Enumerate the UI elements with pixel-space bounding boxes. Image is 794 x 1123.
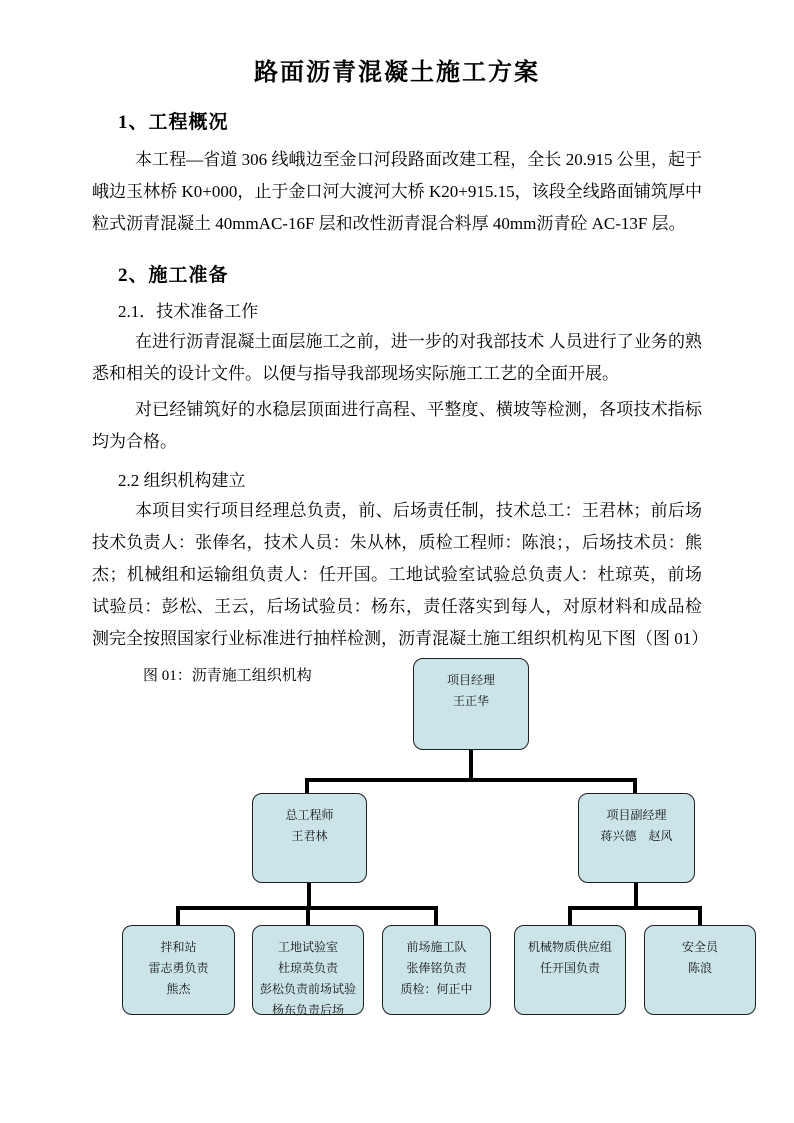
connector-line [568, 906, 702, 910]
org-node-person: 王正华 [452, 694, 489, 708]
figure-caption: 图 01：沥青施工组织机构 [143, 668, 312, 684]
connector-line [305, 778, 637, 782]
org-node-machinery-supply-group [514, 925, 626, 1015]
section-2-2-paragraph: 本项目实行项目经理总负责，前、后场责任制，技术总工：王君林；前后场技术负责人：张俸名，技术人员：朱从林，质检工程师：陈浪；，后场技术员：熊杰；机械组和运输组负责人：任开国。工地试验室试验总负责人：杜琼英，前场试验员：彭松、王云，后场试验员：杨东，责任落实到每人，对原材料和成品检测完全按照国家行业标准进行抽样检测，沥青混凝土施工组织机构见下图（图 01） [92, 501, 709, 648]
org-node-person: 杨东负责后场 [271, 1003, 344, 1017]
org-node-person: 杜琼英负责 [277, 961, 338, 975]
org-node-title: 总工程师 [285, 808, 334, 822]
connector-line [633, 778, 637, 795]
org-node-title: 前场施工队 [406, 940, 467, 954]
connector-line [307, 883, 311, 908]
org-node-person: 任开国负责 [539, 961, 600, 975]
org-node-person: 陈浪 [687, 961, 712, 975]
section-1-heading: 1、工程概况 [118, 112, 229, 133]
connector-line [634, 883, 638, 908]
org-node-person: 熊杰 [166, 982, 191, 996]
org-node-person: 质检：何正中 [400, 982, 473, 996]
org-node-title: 工地试验室 [277, 940, 338, 954]
org-node-project-manager [413, 658, 529, 750]
section-2-1-heading: 2.1．技术准备工作 [118, 302, 259, 321]
org-node-chief-engineer [252, 793, 367, 883]
connector-line [698, 906, 702, 927]
org-node-site-lab [252, 925, 364, 1015]
section-2-heading: 2、施工准备 [118, 265, 229, 286]
connector-line [305, 778, 309, 795]
section-2-1-paragraph-2: 对已经铺筑好的水稳层顶面进行高程、平整度、横坡等检测，各项技术指标均为合格。 [92, 400, 702, 451]
connector-line [176, 906, 180, 927]
org-node-person: 雷志勇负责 [148, 961, 209, 975]
org-node-deputy-project-manager [578, 793, 695, 883]
org-node-title: 安全员 [681, 940, 718, 954]
section-1-paragraph: 本工程—省道 306 线峨边至金口河段路面改建工程，全长 20.915 公里，起于峨边玉林桥 K0+000，止于金口河大渡河大桥 K20+915.15，该段全线路面铺筑厚中粒式沥青混凝土 40mmAC-16F 层和改性沥青混合料厚 40mm沥青砼 AC-13F 层。 [92, 150, 702, 233]
connector-line [568, 906, 572, 927]
connector-line [176, 906, 438, 910]
org-node-title: 拌和站 [160, 940, 197, 954]
org-node-title: 项目经理 [446, 673, 495, 687]
connector-line [469, 750, 473, 780]
org-node-title: 项目副经理 [606, 808, 667, 822]
org-node-front-construction-team [382, 925, 491, 1015]
connector-line [306, 906, 310, 927]
section-2-2-heading: 2.2 组织机构建立 [118, 471, 246, 490]
org-node-mixing-station [122, 925, 235, 1015]
org-node-person: 蒋兴德 赵风 [600, 829, 673, 843]
doc-title: 路面沥青混凝土施工方案 [254, 60, 540, 86]
org-node-person: 王君林 [291, 829, 328, 843]
org-node-title: 机械物质供应组 [527, 940, 612, 954]
section-2-1-paragraph-1: 在进行沥青混凝土面层施工之前，进一步的对我部技术 人员进行了业务的熟悉和相关的设计文件。以便与指导我部现场实际施工工艺的全面开展。 [92, 332, 702, 383]
org-node-person: 彭松负责前场试验 [259, 982, 356, 996]
org-node-safety-officer [644, 925, 756, 1015]
connector-line [434, 906, 438, 927]
org-node-person: 张俸铭负责 [406, 961, 467, 975]
